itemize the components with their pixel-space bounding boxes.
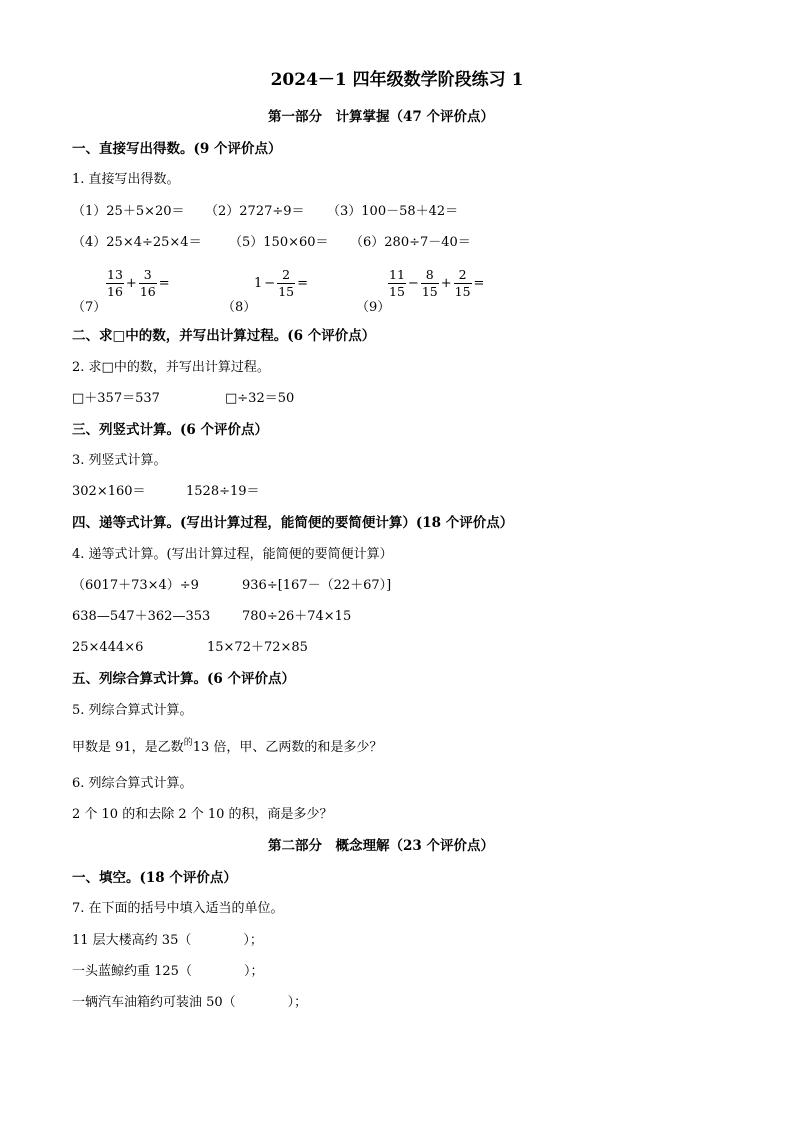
numerator: 13 [107,267,123,282]
q3-item-1: 302×160＝ [72,484,146,499]
q4-item-2: 936÷[167－（22＋67）] [242,578,392,593]
section-two-heading: 二、求□中的数，并写出计算过程。(6 个评价点） [72,328,376,344]
question-1-prompt: 1. 直接写出得数。 [72,172,180,187]
operator: − [264,276,276,291]
q5-text-part: 甲数是 91，是乙数 [72,740,184,755]
q2-item-2: □÷32＝50 [225,391,295,406]
question-2-prompt: 2. 求□中的数，并写出计算过程。 [72,360,270,375]
q1-item-7-label: （7） [72,300,107,315]
equals-sign: = [297,276,308,291]
section-three-heading: 三、列竖式计算。(6 个评价点） [72,422,268,438]
q1-item-8-expression [254,268,310,299]
operator: + [125,276,137,291]
question-6-prompt: 6. 列综合算式计算。 [72,776,193,791]
question-7-prompt: 7. 在下面的括号中填入适当的单位。 [72,901,284,916]
q3-item-2: 1528÷19＝ [186,484,260,499]
q7-item-2: 一头蓝鲸约重 125（ ）； [72,964,264,979]
q7-item-1: 11 层大楼高约 35（ ）； [72,933,263,948]
section-six-heading: 一、填空。(18 个评价点） [72,870,237,886]
operator: + [440,276,452,291]
worksheet-title: 2024－1 四年级数学阶段练习 1 [270,70,524,90]
q1-item-6: （6）280÷7－40＝ [350,235,471,250]
numerator: 8 [421,268,439,284]
q1-item-8-label: （8） [222,300,257,315]
denominator: 15 [454,284,471,299]
q4-item-6: 15×72＋72×85 [207,640,308,655]
part-one-heading: 第一部分 计算掌握（47 个评价点） [268,109,494,125]
operator: − [407,276,419,291]
whole-number: 1 [254,276,263,291]
equals-sign: = [158,276,170,291]
fraction [421,268,439,299]
q7-item-3: 一辆汽车油箱约可装油 50（ ）； [72,995,308,1010]
equals-sign: = [473,276,485,291]
q1-item-2: （2）2727÷9＝ [205,204,305,219]
denominator: 15 [389,284,405,299]
question-5-prompt: 5. 列综合算式计算。 [72,703,193,718]
fraction [454,268,472,299]
section-one-heading: 一、直接写出得数。(9 个评价点） [72,141,282,157]
q2-item-1: □＋357＝537 [72,391,160,406]
q4-item-4: 780÷26＋74×15 [242,609,352,624]
denominator: 16 [107,284,123,299]
denominator: 16 [139,284,156,299]
q1-item-9-label: （9） [356,300,391,315]
q5-text-part: 13 倍，甲、乙两数的和是多少？ [192,740,383,755]
q4-item-3: 638—547＋362—353 [72,609,211,624]
numerator: 3 [139,268,157,284]
fraction [106,268,124,299]
question-4-prompt: 4. 递等式计算。(写出计算过程，能简便的要简便计算） [72,547,393,562]
q1-item-5: （5）150×60＝ [229,235,329,250]
denominator: 15 [421,284,438,299]
denominator: 15 [278,284,295,299]
q1-item-1: （1）25＋5×20＝ [72,204,185,219]
fraction [139,268,157,299]
q5-text-superscript: 的 [183,738,193,748]
section-four-heading: 四、递等式计算。(写出计算过程，能简便的要简便计算）(18 个评价点） [72,515,514,531]
numerator: 2 [277,268,295,284]
question-6-text: 2 个 10 的和去除 2 个 10 的积，商是多少？ [72,807,333,822]
part-two-heading: 第二部分 概念理解（23 个评价点） [268,838,494,854]
q4-item-5: 25×444×6 [72,640,144,655]
q1-item-9-expression [388,268,486,299]
numerator: 11 [389,267,405,282]
section-five-heading: 五、列综合算式计算。(6 个评价点） [72,671,295,687]
fraction [277,268,295,299]
q1-item-7-expression [106,268,172,299]
q4-item-1: （6017＋73×4）÷9 [72,578,199,593]
q1-item-4: （4）25×4÷25×4＝ [72,235,202,250]
fraction [388,268,406,299]
numerator: 2 [454,268,472,284]
question-5-text [72,740,382,757]
question-3-prompt: 3. 列竖式计算。 [72,453,167,468]
q1-item-3: （3）100－58＋42＝ [327,204,459,219]
